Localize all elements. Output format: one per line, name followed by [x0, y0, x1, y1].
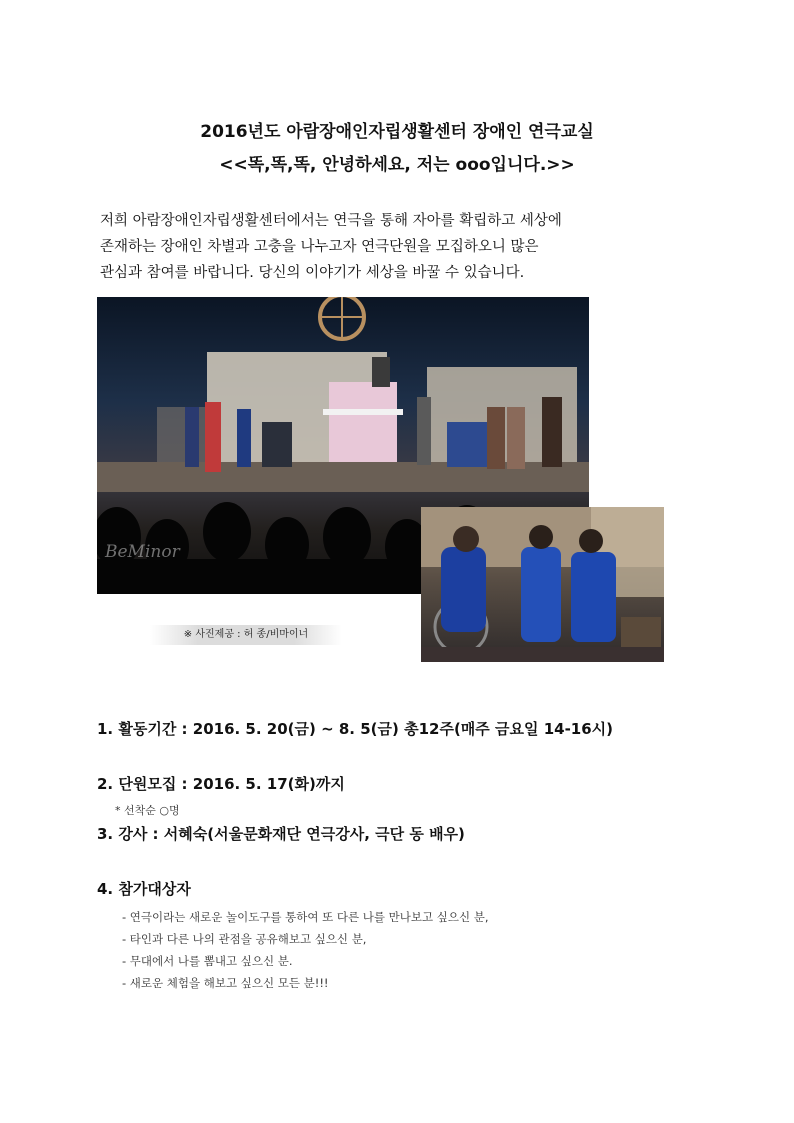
recruitment-note: * 선착순 ○명: [115, 804, 180, 817]
list-item: - 새로운 체험을 해보고 싶으신 모든 분!!!: [122, 976, 329, 990]
intro-paragraph: [100, 208, 700, 286]
intro-line: 존재하는 장애인 차별과 고충을 나누고자 연극단원을 모집하오니 많은: [100, 239, 539, 255]
list-item: - 타인과 다른 나의 관점을 공유해보고 싶으신 분,: [122, 932, 367, 946]
intro-line: 관심과 참여를 바랍니다. 당신의 이야기가 세상을 바꿀 수 있습니다.: [100, 265, 525, 281]
actors-scene-illustration: [421, 507, 664, 662]
actors-photo: [421, 507, 664, 662]
photo-credit-caption: ※ 사진제공 : 허 종/비마이너: [150, 625, 342, 645]
photo-watermark: BeMinor: [105, 542, 180, 562]
document-subtitle: <<똑,똑,똑, 안녕하세요, 저는 ooo입니다.>>: [219, 155, 575, 175]
list-item: - 무대에서 나를 뽐내고 싶으신 분.: [122, 954, 293, 968]
activity-period: 1. 활동기간 : 2016. 5. 20(금) ~ 8. 5(금) 총12주(매주 금요일 14-16시): [97, 720, 614, 738]
instructor-info: 3. 강사 : 서혜숙(서울문화재단 연극강사, 극단 동 배우): [97, 825, 465, 843]
target-participants-list: [122, 906, 489, 994]
list-item: - 연극이라는 새로운 놀이도구를 통하여 또 다른 나를 만나보고 싶으신 분,: [122, 910, 489, 924]
target-participants-heading: 4. 참가대상자: [97, 880, 191, 898]
intro-line: 저희 아람장애인자립생활센터에서는 연극을 통해 자아를 확립하고 세상에: [100, 213, 562, 229]
document-title: 2016년도 아람장애인자립생활센터 장애인 연극교실: [200, 122, 594, 142]
recruitment-deadline: 2. 단원모집 : 2016. 5. 17(화)까지: [97, 775, 345, 793]
